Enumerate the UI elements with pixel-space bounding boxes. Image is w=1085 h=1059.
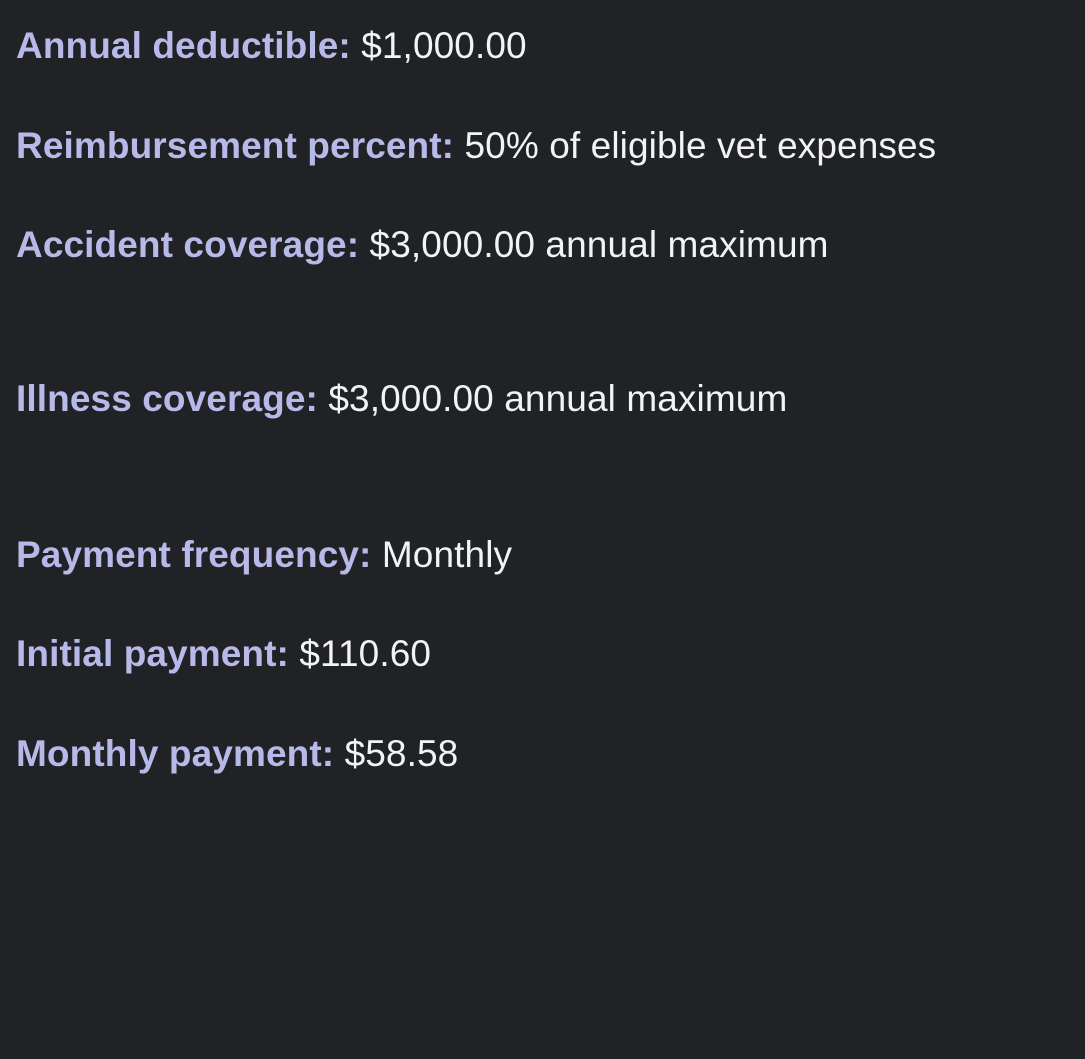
detail-label-annual-deductible: Annual deductible:: [16, 25, 351, 66]
detail-row-initial-payment: [16, 632, 1069, 676]
detail-value-illness-coverage: $3,000.00 annual maximum: [328, 377, 788, 419]
spacer: [16, 421, 1069, 533]
detail-row-annual-deductible: [16, 24, 1069, 68]
spacer: [16, 167, 1069, 223]
detail-row-reimbursement-percent: [16, 124, 1069, 168]
detail-value-initial-payment: $110.60: [299, 633, 432, 675]
detail-row-payment-frequency: [16, 533, 1069, 577]
detail-label-initial-payment: Initial payment:: [16, 633, 289, 675]
detail-row-monthly-payment: [16, 732, 1069, 776]
detail-value-accident-coverage: $3,000.00 annual maximum: [369, 224, 829, 266]
detail-label-monthly-payment: Monthly payment:: [16, 732, 335, 774]
detail-label-payment-frequency: Payment frequency:: [16, 533, 372, 575]
detail-row-accident-coverage: [16, 223, 1069, 267]
detail-row-illness-coverage: [16, 377, 1069, 421]
spacer: [16, 676, 1069, 732]
detail-value-monthly-payment: $58.58: [344, 732, 459, 774]
detail-label-illness-coverage: Illness coverage:: [16, 377, 318, 419]
spacer: [16, 68, 1069, 124]
spacer: [16, 576, 1069, 632]
detail-value-payment-frequency: Monthly: [381, 533, 513, 575]
detail-value-reimbursement-percent: 50% of eligible vet expenses: [464, 124, 937, 166]
detail-label-reimbursement-percent: Reimbursement percent:: [16, 124, 455, 166]
spacer: [16, 267, 1069, 377]
detail-label-accident-coverage: Accident coverage:: [16, 224, 360, 266]
detail-value-annual-deductible: $1,000.00: [361, 25, 527, 66]
